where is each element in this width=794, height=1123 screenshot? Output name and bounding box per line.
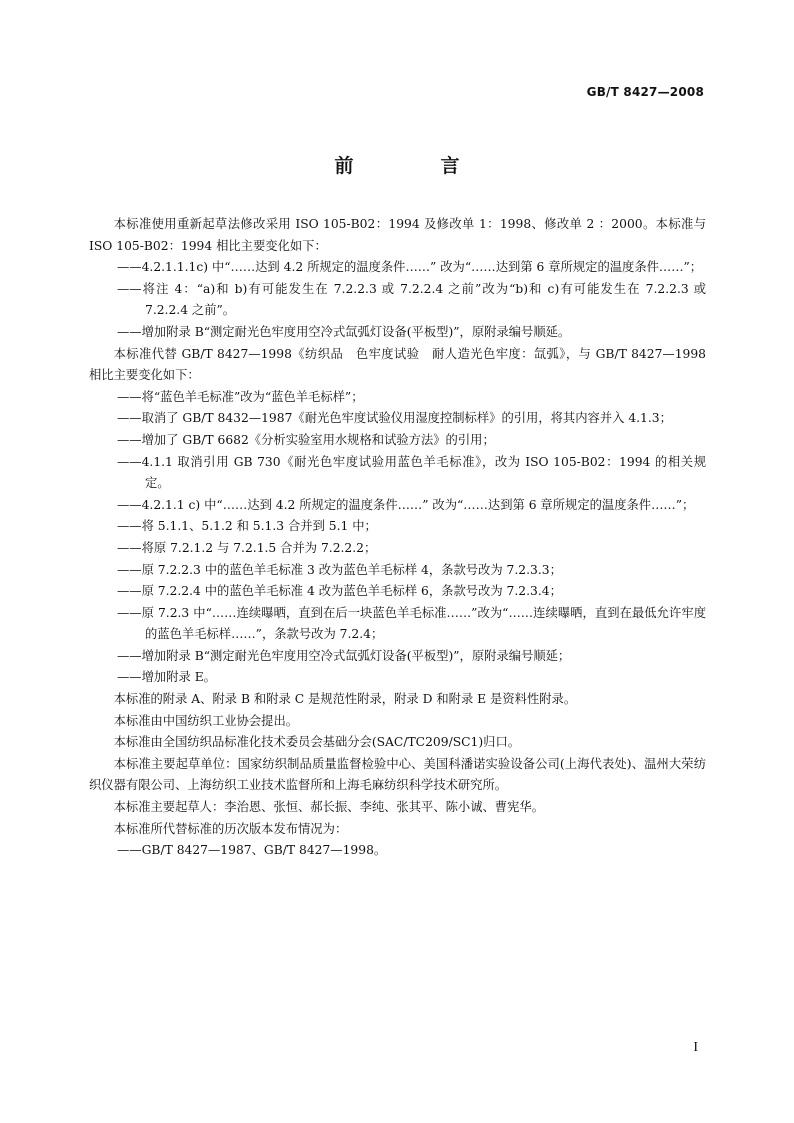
change-list-item: ——原 7.2.2.3 中的蓝色羊毛标准 3 改为蓝色羊毛标样 4，条款号改为 7.2.3.3； <box>117 562 562 577</box>
paragraph: 本标准代替 GB/T 8427—1998《纺织品 色牢度试验 耐人造光色牢度：氙弧》，与 GB/T 8427—1998 相比主要变化如下： <box>89 346 706 383</box>
standard-number: GB/T 8427—2008 <box>586 85 704 99</box>
change-list-item: ——原 7.2.2.4 中的蓝色羊毛标准 4 改为蓝色羊毛标样 6，条款号改为 7.2.3.4； <box>117 584 562 599</box>
page-title: 前 言 <box>334 155 494 177</box>
change-list-item: ——将“蓝色羊毛标准”改为“蓝色羊毛标样”； <box>117 389 364 404</box>
change-list-item: ——将注 4：“a)和 b)有可能发生在 7.2.2.3 或 7.2.2.4 之前”改为“b)和 c)有可能发生在 7.2.2.3 或 7.2.2.4 之前”。 <box>117 281 706 318</box>
paragraph: 本标准所代替标准的历次版本发布情况为： <box>113 821 348 836</box>
change-list-item: ——4.1.1 取消引用 GB 730《耐光色牢度试验用蓝色羊毛标准》，改为 ISO 105-B02：1994 的相关规定。 <box>117 454 706 491</box>
change-list-item: ——4.2.1.1.1c) 中“……达到 4.2 所规定的温度条件……” 改为“……达到第 6 章所规定的温度条件……”； <box>117 260 703 275</box>
foreword-body <box>89 214 706 862</box>
paragraph: 本标准由中国纺织工业协会提出。 <box>113 713 299 728</box>
change-list-item: ——增加附录 E。 <box>117 670 216 685</box>
paragraph: 本标准主要起草人：李治恩、张恒、郝长振、李纯、张其平、陈小诚、曹宪华。 <box>113 800 544 815</box>
change-list-item: ——将 5.1.1、5.1.2 和 5.1.3 合并到 5.1 中； <box>117 519 377 534</box>
paragraph: 本标准的附录 A、附录 B 和附录 C 是规范性附录，附录 D 和附录 E 是资料性附录。 <box>113 692 577 707</box>
change-list-item: ——增加了 GB/T 6682《分析实验室用水规格和试验方法》的引用； <box>117 432 495 447</box>
change-list-item: ——原 7.2.3 中“……连续曝晒，直到在后一块蓝色羊毛标准……”改为“……连续曝晒，直到在最低允许牢度的蓝色羊毛标样……”，条款号改为 7.2.4； <box>117 605 706 642</box>
change-list-item: ——4.2.1.1 c) 中“……达到 4.2 所规定的温度条件……” 改为“……达到第 6 章所规定的温度条件……”； <box>117 497 695 512</box>
paragraph: 本标准主要起草单位：国家纺织制品质量监督检验中心、美国科潘诺实验设备公司(上海代表处)、温州大荣纺织仪器有限公司、上海纺织工业技术监督所和上海毛麻纺织科学技术研究所。 <box>89 756 706 793</box>
page-number: I <box>693 1040 698 1055</box>
change-list-item: ——GB/T 8427—1987、GB/T 8427—1998。 <box>117 843 387 858</box>
change-list-item: ——取消了 GB/T 8432—1987《耐光色牢度试验仪用湿度控制标样》的引用，将其内容并入 4.1.3； <box>117 411 672 426</box>
change-list-item: ——增加附录 B“测定耐光色牢度用空冷式氙弧灯设备(平板型)”，原附录编号顺延； <box>117 648 571 663</box>
change-list-item: ——增加附录 B“测定耐光色牢度用空冷式氙弧灯设备(平板型)”，原附录编号顺延。 <box>117 324 571 339</box>
paragraph: 本标准使用重新起草法修改采用 ISO 105-B02：1994 及修改单 1：1998、修改单 2 ：2000。本标准与 ISO 105-B02：1994 相比主要变化如下： <box>89 217 706 253</box>
paragraph: 本标准由全国纺织品标准化技术委员会基础分会(SAC/TC209/SC1)归口。 <box>113 735 521 750</box>
change-list-item: ——将原 7.2.1.2 与 7.2.1.5 合并为 7.2.2.2； <box>117 540 377 555</box>
